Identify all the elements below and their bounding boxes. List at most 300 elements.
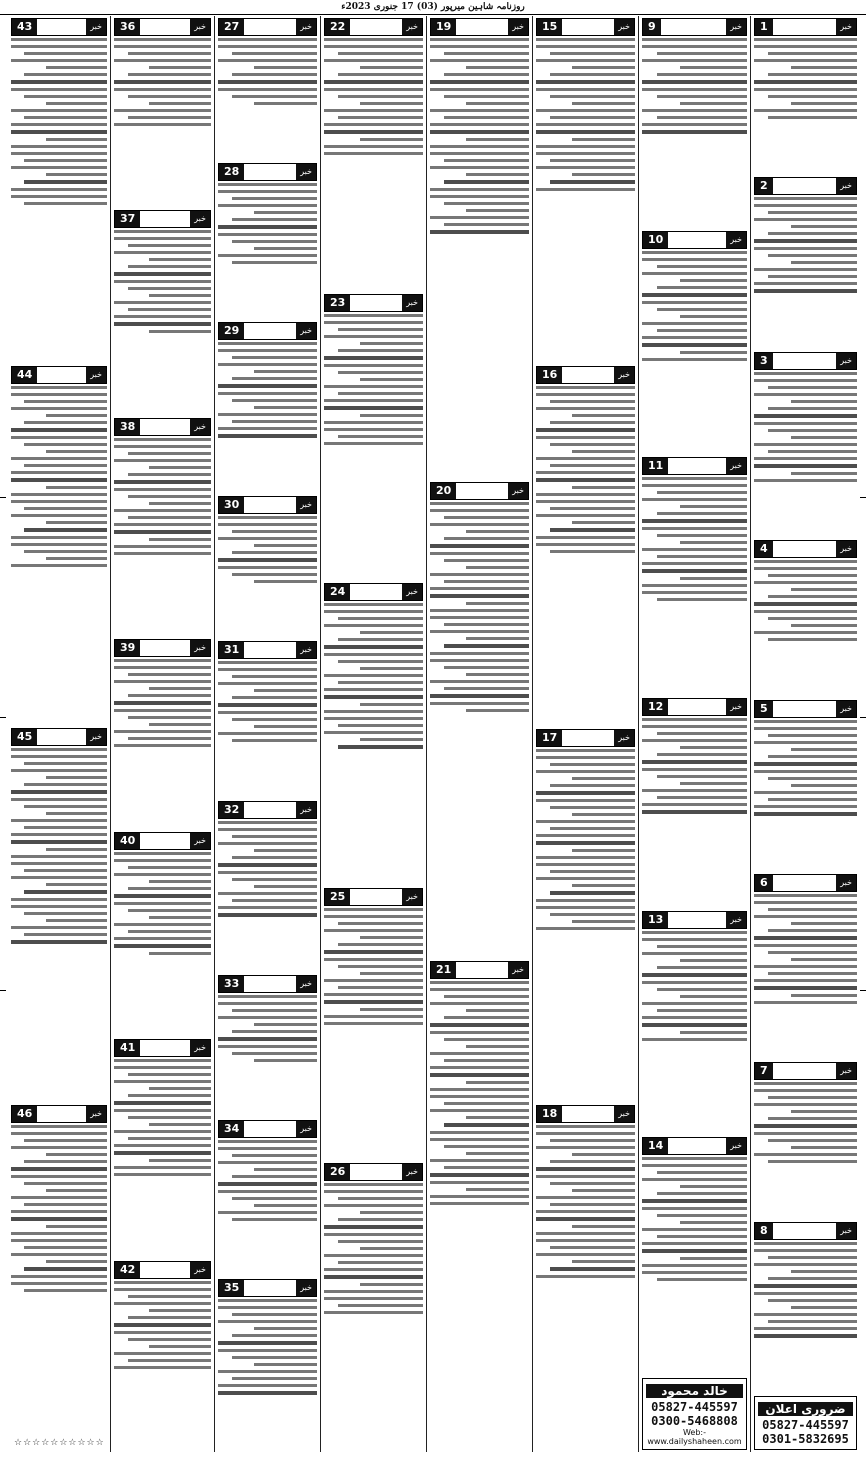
text-line: [536, 856, 635, 859]
text-line: [338, 681, 423, 684]
story-number: 31: [219, 642, 244, 658]
text-line: [430, 195, 529, 198]
text-line: [430, 130, 529, 134]
text-line: [128, 1116, 211, 1119]
text-line: [149, 466, 211, 469]
story-label: خبر: [836, 1063, 856, 1079]
text-line: [754, 560, 857, 563]
text-line: [114, 937, 211, 940]
text-line: [430, 188, 529, 191]
text-line: [791, 102, 857, 105]
margin-mark: [860, 717, 866, 718]
text-line: [11, 840, 107, 844]
text-line: [218, 204, 317, 207]
text-line: [754, 901, 857, 904]
text-line: [536, 166, 635, 169]
text-line: [550, 827, 635, 830]
text-line: [642, 569, 747, 573]
text-line: [338, 660, 423, 663]
story-header: [754, 1062, 857, 1080]
text-line: [232, 240, 317, 243]
column-6: [214, 16, 320, 1452]
text-line: [642, 498, 747, 501]
text-line: [536, 543, 635, 546]
text-line: [680, 315, 747, 318]
text-line: [24, 1289, 107, 1292]
text-line: [128, 244, 211, 247]
text-line: [444, 995, 529, 998]
advertisement-box: [754, 1396, 857, 1450]
text-line: [572, 777, 635, 780]
text-line: [218, 995, 317, 998]
text-line: [430, 630, 529, 633]
text-line: [754, 741, 857, 744]
text-line: [46, 66, 107, 69]
text-line: [218, 906, 317, 909]
story-number: 24: [325, 584, 350, 600]
text-line: [11, 514, 107, 517]
story-body-text: [218, 38, 317, 160]
text-line: [430, 230, 529, 234]
text-line: [114, 709, 211, 712]
text-line: [642, 527, 747, 530]
text-line: [754, 197, 857, 200]
story-label: خبر: [508, 962, 528, 978]
text-line: [232, 718, 317, 721]
text-line: [536, 1132, 635, 1135]
text-line: [114, 530, 211, 534]
story-header: [218, 975, 317, 993]
text-line: [232, 530, 317, 533]
text-line: [324, 1015, 423, 1018]
text-line: [114, 552, 211, 555]
news-item: [218, 801, 317, 972]
text-line: [232, 835, 317, 838]
margin-mark: [0, 717, 6, 718]
text-line: [324, 993, 423, 996]
text-line: [324, 688, 423, 691]
text-line: [572, 138, 635, 141]
text-line: [218, 363, 317, 366]
text-line: [24, 73, 107, 76]
text-line: [466, 566, 529, 569]
text-line: [642, 1264, 747, 1267]
text-line: [114, 730, 211, 733]
text-line: [11, 876, 107, 879]
text-line: [680, 1031, 747, 1034]
text-line: [324, 1254, 423, 1257]
story-label: خبر: [402, 889, 422, 905]
star-row: ☆☆☆☆☆☆☆☆☆☆: [14, 1438, 105, 1448]
text-line: [791, 748, 857, 751]
text-line: [466, 66, 529, 69]
text-line: [324, 1022, 423, 1025]
text-line: [754, 88, 857, 91]
text-line: [218, 183, 317, 186]
text-line: [11, 1217, 107, 1221]
story-label: خبر: [190, 19, 210, 35]
text-line: [232, 899, 317, 902]
text-line: [754, 610, 857, 613]
text-line: [114, 509, 211, 512]
text-line: [430, 166, 529, 169]
story-number: 5: [755, 701, 773, 717]
story-number: 35: [219, 1280, 244, 1296]
text-line: [218, 413, 317, 416]
text-line: [114, 1166, 211, 1169]
text-line: [642, 1242, 747, 1245]
text-line: [360, 936, 423, 939]
story-label: خبر: [836, 875, 856, 891]
story-label: خبر: [402, 1164, 422, 1180]
text-line: [536, 770, 635, 773]
text-line: [791, 994, 857, 997]
story-header: [536, 366, 635, 384]
text-line: [254, 1168, 317, 1171]
text-line: [11, 926, 107, 929]
story-header: [11, 18, 107, 36]
text-line: [24, 890, 107, 894]
text-line: [324, 1000, 423, 1004]
text-line: [536, 1146, 635, 1149]
text-line: [11, 536, 107, 539]
text-line: [680, 541, 747, 544]
text-line: [642, 1207, 747, 1210]
text-line: [754, 464, 857, 468]
text-line: [680, 746, 747, 749]
text-line: [768, 798, 857, 801]
story-header: [218, 496, 317, 514]
text-line: [218, 427, 317, 430]
text-line: [218, 1016, 317, 1019]
text-line: [444, 687, 529, 690]
story-label: خبر: [86, 367, 106, 383]
text-line: [754, 479, 857, 482]
story-header: [536, 729, 635, 747]
text-line: [24, 933, 107, 936]
text-line: [444, 1016, 529, 1019]
text-line: [232, 399, 317, 402]
text-line: [444, 202, 529, 205]
text-line: [536, 471, 635, 474]
text-line: [680, 351, 747, 354]
story-body-text: [11, 1125, 107, 1450]
text-line: [218, 1002, 317, 1005]
story-body-text: [754, 894, 857, 1059]
text-line: [114, 1130, 211, 1133]
text-line: [754, 1292, 857, 1295]
text-line: [657, 753, 747, 756]
text-line: [657, 988, 747, 991]
text-line: [360, 342, 423, 345]
story-body-text: [754, 1242, 857, 1393]
publisher-box: [642, 1378, 747, 1450]
text-line: [11, 109, 107, 112]
news-item: [754, 18, 857, 174]
story-header: [114, 1261, 211, 1279]
text-line: [791, 400, 857, 403]
text-line: [536, 1217, 635, 1221]
text-line: [754, 282, 857, 285]
text-line: [536, 536, 635, 539]
text-line: [642, 38, 747, 41]
story-number: 1: [755, 19, 773, 35]
text-line: [754, 1103, 857, 1106]
story-body-text: [642, 718, 747, 908]
story-header: [754, 352, 857, 370]
text-line: [128, 516, 211, 519]
text-line: [550, 891, 635, 895]
news-item: [536, 18, 635, 363]
story-header: [754, 18, 857, 36]
story-label: خبر: [614, 367, 634, 383]
text-line: [128, 694, 211, 697]
text-line: [754, 965, 857, 968]
margin-mark: [860, 990, 866, 991]
text-line: [114, 1080, 211, 1083]
text-line: [11, 457, 107, 460]
publisher-phone: 05827-445597: [651, 1400, 738, 1415]
text-line: [550, 421, 635, 424]
text-line: [254, 849, 317, 852]
text-line: [114, 315, 211, 318]
text-line: [218, 1370, 317, 1373]
text-line: [114, 1109, 211, 1112]
story-header: [536, 18, 635, 36]
news-item: [324, 18, 423, 291]
text-line: [430, 1202, 529, 1205]
text-line: [254, 247, 317, 250]
story-label: خبر: [190, 211, 210, 227]
text-line: [791, 1110, 857, 1113]
text-line: [114, 1281, 211, 1284]
text-line: [754, 372, 857, 375]
story-header: [642, 457, 747, 475]
text-line: [11, 45, 107, 48]
text-line: [791, 472, 857, 475]
news-item: [754, 352, 857, 537]
text-line: [232, 377, 317, 380]
text-line: [791, 1306, 857, 1309]
text-line: [324, 717, 423, 720]
text-line: [324, 603, 423, 606]
column-7: [110, 16, 214, 1452]
text-line: [642, 301, 747, 304]
text-line: [768, 1117, 857, 1120]
text-line: [754, 894, 857, 897]
text-line: [218, 254, 317, 257]
story-label: خبر: [190, 833, 210, 849]
text-line: [46, 1260, 107, 1263]
story-body-text: [114, 852, 211, 1036]
text-line: [572, 450, 635, 453]
text-line: [768, 450, 857, 453]
text-line: [218, 711, 317, 714]
text-line: [218, 384, 317, 388]
text-line: [430, 652, 529, 655]
text-line: [430, 573, 529, 576]
news-item: [218, 322, 317, 493]
text-line: [46, 848, 107, 851]
text-line: [24, 826, 107, 829]
column-8: [8, 16, 110, 1452]
story-header: [430, 961, 529, 979]
text-line: [324, 1297, 423, 1300]
text-line: [754, 80, 857, 84]
text-line: [642, 1157, 747, 1160]
story-header: [114, 418, 211, 436]
text-line: [642, 322, 747, 325]
story-label: خبر: [836, 1223, 856, 1239]
story-number: 3: [755, 353, 773, 369]
text-line: [536, 88, 635, 91]
text-line: [430, 552, 529, 555]
text-line: [430, 680, 529, 683]
story-body-text: [11, 386, 107, 725]
text-line: [550, 806, 635, 809]
story-number: 17: [537, 730, 562, 746]
text-line: [550, 507, 635, 510]
text-line: [218, 1182, 317, 1186]
text-line: [754, 1132, 857, 1135]
text-line: [754, 239, 857, 243]
story-body-text: [430, 981, 529, 1450]
text-line: [768, 1096, 857, 1099]
text-line: [324, 710, 423, 713]
story-header: [754, 874, 857, 892]
text-line: [680, 1221, 747, 1224]
text-line: [149, 1123, 211, 1126]
newspaper-page: [8, 16, 860, 1452]
text-line: [430, 216, 529, 219]
text-line: [128, 495, 211, 498]
text-line: [324, 731, 423, 734]
text-line: [430, 88, 529, 91]
text-line: [642, 484, 747, 487]
text-line: [254, 1059, 317, 1062]
story-number: 37: [115, 211, 140, 227]
text-line: [232, 95, 317, 98]
publisher-name: خالد محمود: [646, 1384, 743, 1398]
text-line: [128, 452, 211, 455]
text-line: [324, 130, 423, 134]
text-line: [46, 1225, 107, 1228]
text-line: [254, 1327, 317, 1330]
text-line: [536, 863, 635, 866]
text-line: [550, 400, 635, 403]
text-line: [536, 80, 635, 84]
text-line: [338, 392, 423, 395]
text-line: [754, 602, 857, 606]
story-body-text: [642, 477, 747, 695]
story-body-text: [754, 560, 857, 696]
text-line: [466, 1188, 529, 1191]
text-line: [254, 211, 317, 214]
text-line: [536, 1196, 635, 1199]
text-line: [232, 197, 317, 200]
news-item: [11, 18, 107, 363]
text-line: [11, 564, 107, 567]
text-line: [657, 1278, 747, 1281]
story-header: [218, 1120, 317, 1138]
text-line: [232, 261, 317, 264]
text-line: [642, 293, 747, 297]
text-line: [114, 1066, 211, 1069]
text-line: [754, 631, 857, 634]
text-line: [232, 1154, 317, 1157]
text-line: [466, 530, 529, 533]
text-line: [536, 123, 635, 126]
text-line: [550, 784, 635, 787]
text-line: [466, 637, 529, 640]
text-line: [791, 784, 857, 787]
news-item: [114, 210, 211, 414]
text-line: [114, 1173, 211, 1176]
text-line: [324, 38, 423, 41]
text-line: [572, 66, 635, 69]
text-line: [791, 261, 857, 264]
text-line: [114, 852, 211, 855]
text-line: [46, 521, 107, 524]
text-line: [218, 566, 317, 569]
story-body-text: [11, 38, 107, 363]
text-line: [11, 1175, 107, 1178]
story-number: 10: [643, 232, 668, 248]
text-line: [218, 913, 317, 917]
text-line: [657, 775, 747, 778]
text-line: [754, 944, 857, 947]
story-header: [218, 801, 317, 819]
text-line: [46, 173, 107, 176]
text-line: [254, 1363, 317, 1366]
text-line: [149, 538, 211, 541]
text-line: [466, 673, 529, 676]
text-line: [754, 1082, 857, 1085]
text-line: [46, 812, 107, 815]
story-body-text: [324, 1183, 423, 1450]
text-line: [536, 38, 635, 41]
text-line: [114, 272, 211, 276]
story-header: [754, 540, 857, 558]
text-line: [114, 523, 211, 526]
text-line: [430, 1131, 529, 1134]
text-line: [536, 393, 635, 396]
text-line: [754, 414, 857, 418]
text-line: [46, 450, 107, 453]
text-line: [550, 763, 635, 766]
text-line: [114, 488, 211, 491]
story-number: 8: [755, 1223, 773, 1239]
text-line: [218, 190, 317, 193]
text-line: [536, 130, 635, 134]
text-line: [46, 138, 107, 141]
text-line: [444, 644, 529, 648]
text-line: [324, 442, 423, 445]
text-line: [791, 1146, 857, 1149]
text-line: [754, 45, 857, 48]
news-item: [114, 418, 211, 636]
story-header: [324, 1163, 423, 1181]
text-line: [444, 1166, 529, 1169]
text-line: [754, 762, 857, 766]
text-line: [444, 1038, 529, 1041]
story-body-text: [324, 314, 423, 581]
text-line: [11, 152, 107, 155]
text-line: [11, 769, 107, 772]
text-line: [642, 931, 747, 934]
text-line: [324, 1190, 423, 1193]
text-line: [114, 666, 211, 669]
